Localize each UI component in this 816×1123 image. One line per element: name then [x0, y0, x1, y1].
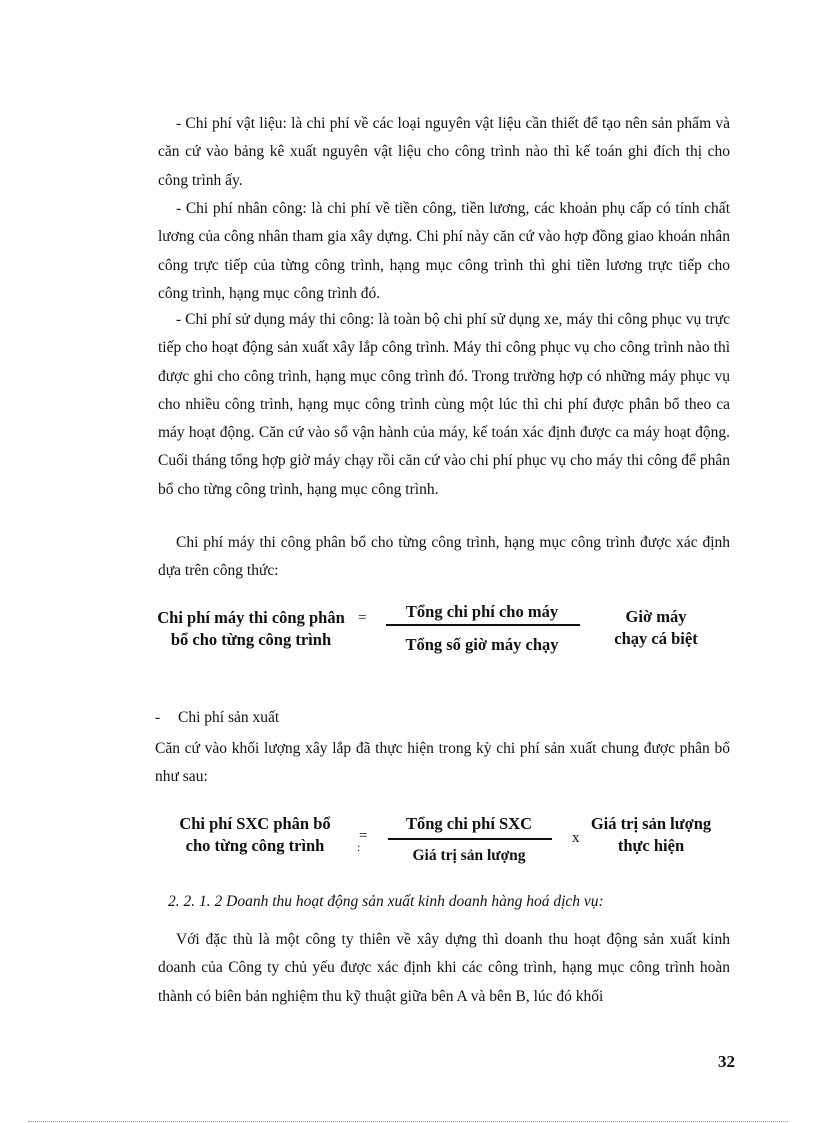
- formula2-denominator: Giá trị sản lượng: [412, 847, 526, 864]
- formula2-equals: =: [359, 828, 368, 844]
- formula1-rhs-line2: chạy cá biệt: [614, 629, 698, 648]
- paragraph-revenue: Với đặc thù là một công ty thiên về xây dựng thì doanh thu hoạt động sản xuất kinh doanh của Công ty chủ yếu được xác định khi các công trình, hạng mục công trình hoàn thành có biên bản nghiệm thu kỹ thuật giữa bên A và bên B, lúc đó khối: [158, 931, 730, 1005]
- formula2-times: x: [572, 830, 580, 846]
- paragraph-machine-cost: - Chi phí sử dụng máy thi công: là toàn bộ chi phí sử dụng xe, máy thi công phục vụ trực tiếp cho hoạt động sản xuất xây lắp công trình. Máy thi công phục vụ cho công trình nào thì được ghi cho công trình, hạng mục công trình đó. Trong trường hợp có những máy phục vụ cho nhiều công trình, hạng mục công trình cùng một lúc thì chi phí được phân bổ theo ca máy hoạt động. Căn cứ vào sổ vận hành của máy, kế toán xác định được ca máy hoạt động. Cuối tháng tổng hợp giờ máy chạy rồi căn cứ vào chi phí phục vụ cho máy thi công để phân bổ cho từng công trình, hạng mục công trình.: [158, 311, 730, 498]
- paragraph-overhead-intro: Căn cứ vào khối lượng xây lắp đã thực hiện trong kỳ chi phí sản xuất chung được phân bổ như sau:: [155, 740, 730, 786]
- formula1-denominator: Tổng số giờ máy chạy: [405, 635, 559, 654]
- page-number: 32: [718, 1052, 735, 1071]
- formula2-lhs-line2: cho từng công trình: [185, 836, 325, 855]
- page-bottom-divider: [28, 1121, 788, 1122]
- paragraph-labor-cost: - Chi phí nhân công: là chi phí về tiền công, tiền lương, các khoản phụ cấp có tính chất lương của công nhân tham gia xây dựng. Chi phí này căn cứ vào hợp đồng giao khoán nhân công trực tiếp của từng công trình, hạng mục công trình thì ghi tiền lương trực tiếp cho công trình, hạng mục công trình đó.: [158, 200, 730, 302]
- formula2-lhs-line1: Chi phí SXC phân bổ: [179, 814, 331, 833]
- formula2-numerator: Tổng chi phí SXC: [405, 814, 533, 833]
- formula2-colon: :: [357, 840, 361, 854]
- paragraph-material-cost: - Chi phí vật liệu: là chi phí về các loại nguyên vật liệu cần thiết để tạo nên sản phẩm và căn cứ vào bảng kê xuất nguyên vật liệu cho công trình nào thì kế toán ghi đích thị cho công trình ấy.: [158, 115, 730, 189]
- list-item-production-cost: Chi phí sản xuất: [178, 709, 280, 726]
- formula1-rhs-line1: Giờ máy: [625, 607, 687, 626]
- section-heading: 2. 2. 1. 2 Doanh thu hoạt động sản xuất kinh doanh hàng hoá dịch vụ:: [168, 893, 604, 910]
- list-dash: -: [155, 709, 161, 726]
- formula2-rhs-line1: Giá trị sản lượng: [590, 814, 712, 833]
- formula2-fraction-bar: [388, 838, 552, 840]
- formula1-equals: =: [358, 610, 367, 626]
- formula1-fraction-bar: [386, 624, 580, 626]
- formula1-lhs-line1: Chi phí máy thi công phân: [157, 608, 345, 627]
- formula1-lhs-line2: bổ cho từng công trình: [170, 630, 332, 649]
- formula2-rhs-line2: thực hiện: [617, 836, 685, 855]
- formula1-numerator: Tổng chi phí cho máy: [405, 602, 559, 621]
- paragraph-machine-formula-intro: Chi phí máy thi công phân bổ cho từng công trình, hạng mục công trình được xác định dựa trên công thức:: [158, 534, 730, 580]
